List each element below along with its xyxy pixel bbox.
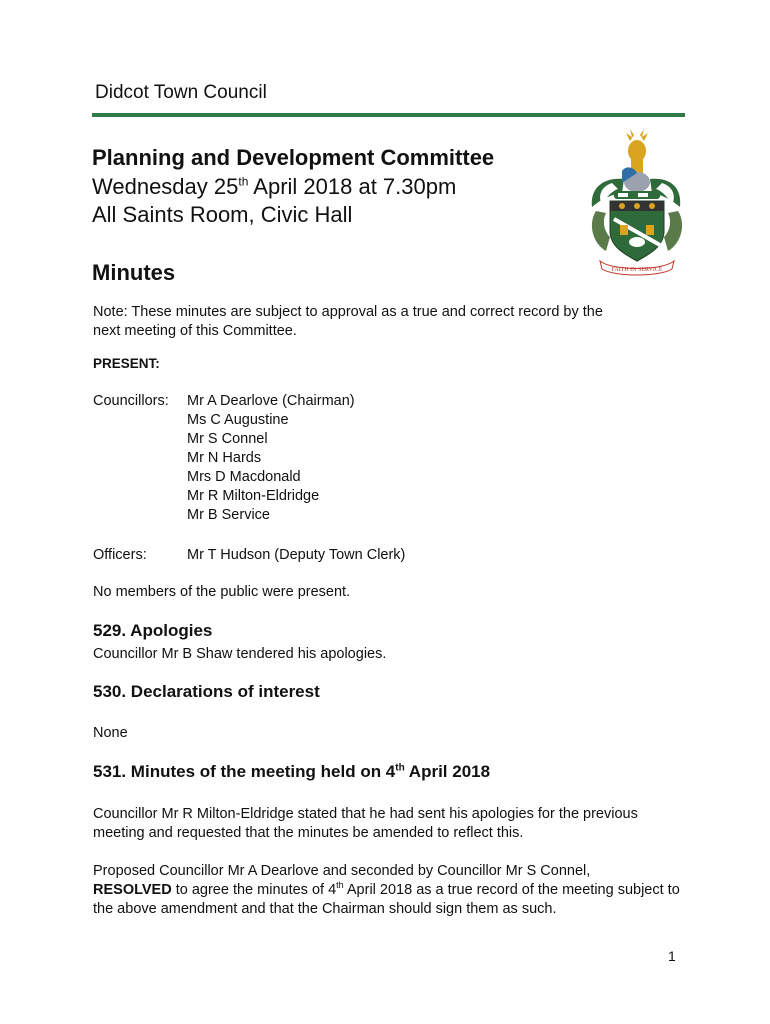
item-530-heading: 530. Declarations of interest — [93, 682, 320, 701]
officers-label: Officers: — [93, 547, 147, 563]
minutes-heading: Minutes — [92, 260, 176, 285]
councillor-name: Ms C Augustine — [187, 412, 289, 428]
councillor-name: Mr B Service — [187, 507, 270, 523]
item-531-paragraph-2 — [93, 862, 693, 919]
present-label: PRESENT: — [93, 356, 160, 371]
item-529-text: Councillor Mr B Shaw tendered his apologies. — [93, 646, 387, 662]
header-rule — [92, 113, 685, 117]
meeting-date — [92, 174, 456, 200]
item-531-heading-sup: th — [395, 762, 405, 774]
councillors-label: Councillors: — [93, 393, 169, 409]
page-number: 1 — [668, 948, 676, 964]
councillor-name: Mr R Milton-Eldridge — [187, 488, 320, 504]
para2-mid: to agree the minutes of 4 — [171, 882, 337, 898]
para2-sup: th — [336, 880, 344, 891]
councillor-name: Mr A Dearlove (Chairman) — [187, 393, 355, 409]
item-531-heading-suffix: April 2018 — [404, 762, 491, 781]
item-530-text: None — [93, 725, 128, 741]
committee-title: Planning and Development Committee — [92, 145, 495, 170]
item-531-heading-prefix: 531. Minutes of the meeting held on 4 — [93, 762, 396, 781]
date-sup: th — [238, 174, 249, 189]
date-prefix: Wednesday 25 — [92, 174, 239, 199]
meeting-venue: All Saints Room, Civic Hall — [92, 202, 353, 227]
item-531-paragraph-1: Councillor Mr R Milton-Eldridge stated that he had sent his apologies for the previous meeting and requested that the minutes be amended to reflect this. — [93, 806, 638, 841]
councillor-name: Mr S Connel — [187, 431, 268, 447]
para2-suffix: April 2018 as a true record of the meeting subject to the above amendment and that the Chairman should sign them as such. — [93, 882, 680, 917]
organisation-name: Didcot Town Council — [95, 82, 267, 103]
councillor-name: Mrs D Macdonald — [187, 469, 301, 485]
para2-prefix: Proposed Councillor Mr A Dearlove and seconded by Councillor Mr S Connel, — [93, 863, 591, 879]
coat-of-arms-icon — [582, 127, 688, 277]
public-attendance: No members of the public were present. — [93, 584, 351, 600]
item-529-heading: 529. Apologies — [93, 621, 213, 640]
councillor-name: Mr N Hards — [187, 450, 262, 466]
item-531-heading — [93, 762, 490, 782]
councillors-list — [187, 392, 355, 525]
date-suffix: April 2018 at 7.30pm — [248, 174, 457, 199]
resolved-label: RESOLVED — [93, 882, 172, 898]
svg-text:FAITH IN SERVICE: FAITH IN SERVICE — [611, 267, 663, 273]
officer-name: Mr T Hudson (Deputy Town Clerk) — [187, 547, 406, 563]
approval-note: Note: These minutes are subject to approval as a true and correct record by the next meeting of this Committee. — [93, 304, 603, 339]
